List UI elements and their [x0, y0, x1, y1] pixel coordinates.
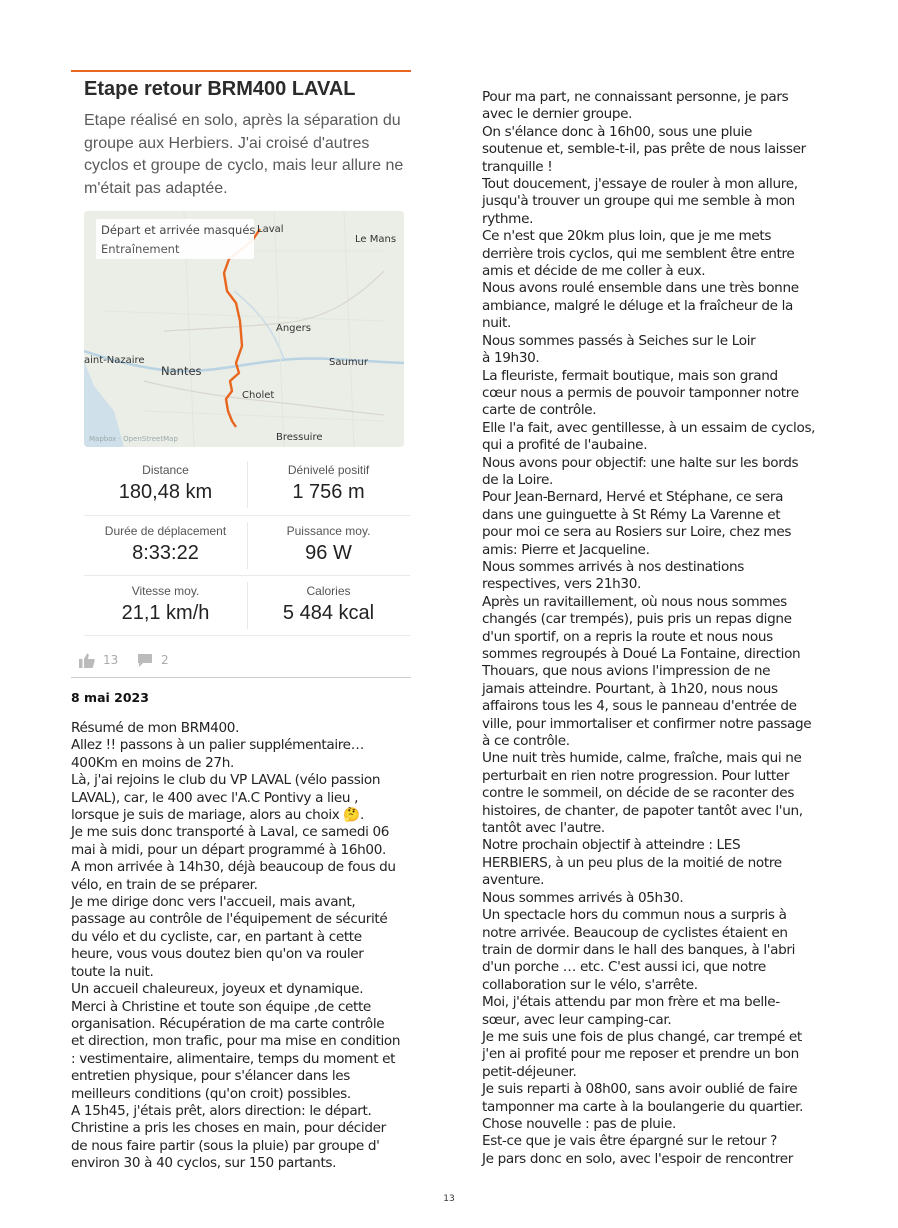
- comment-count: 2: [161, 653, 169, 667]
- badge-hidden-label: Départ et arrivée masqués: [101, 223, 256, 237]
- text-line: Je pars donc en solo, avec l'espoir de rencontrer: [482, 1150, 793, 1167]
- text-line: Je suis reparti à 08h00, sans avoir oublié de faire: [482, 1081, 798, 1098]
- text-line: de la Loire.: [482, 471, 553, 488]
- text-line: Un spectacle hors du commun nous a surpris à: [482, 907, 787, 924]
- text-line: Nous sommes arrivés à 05h30.: [482, 889, 684, 906]
- text-line: toute la nuit.: [71, 963, 154, 980]
- city-laval: Laval: [257, 224, 284, 235]
- route-map[interactable]: [84, 211, 404, 447]
- text-line: heure, vous vous doutez bien qu'on va rouler: [71, 946, 364, 963]
- stat-label: Calories: [306, 584, 351, 598]
- text-line: Pour ma part, ne connaissant personne, je pars: [482, 89, 789, 105]
- stat-avg-speed: [84, 582, 248, 629]
- text-line: train de dormir dans le hall des banques, à l'abri: [482, 941, 796, 958]
- stat-label: Puissance moy.: [286, 524, 371, 538]
- text-line: Est-ce que je vais être épargné sur le retour ?: [482, 1133, 777, 1150]
- stat-value: 21,1 km/h: [121, 602, 210, 624]
- stat-label: Vitesse moy.: [131, 584, 200, 598]
- text-line: perturbait en rien notre progression. Pour lutter: [482, 767, 790, 784]
- text-line: contre le sommeil, on décide de se raconter des: [482, 785, 795, 802]
- thumbs-up-icon: [79, 653, 95, 668]
- text-line: LAVAL), car, le 400 avec l'A.C Pontivy a lieu ,: [71, 789, 359, 806]
- stat-label: Distance: [142, 463, 189, 477]
- text-line: ville, pour immortaliser et confirmer notre passage: [482, 715, 812, 732]
- text-line: nuit.: [482, 315, 511, 332]
- text-line: Je me suis donc transporté à Laval, ce samedi 06: [71, 824, 390, 841]
- text-line: qui a profité de l'aubaine.: [482, 437, 648, 454]
- stat-avg-power: [247, 522, 410, 565]
- text-line: à ce contrôle.: [482, 733, 570, 750]
- comment-icon: [137, 653, 153, 668]
- stat-value: 180,48 km: [118, 481, 213, 503]
- text-line: Nous sommes arrivés à nos destinations: [482, 558, 744, 575]
- activity-description: Etape réalisé en solo, après la séparation du groupe aux Herbiers. J'ai croisé d'autres cyclos et groupe de cyclo, mais leur allure ne m'était pas adaptée.: [84, 112, 404, 197]
- stats-divider: [84, 635, 410, 636]
- text-line: d'un porche … etc. C'est aussi ici, que notre: [482, 959, 766, 976]
- text-line: Christine a pris les choses en main, pour décider: [71, 1120, 386, 1137]
- city-bressuire: Bressuire: [276, 432, 323, 443]
- text-line: Nous avons roulé ensemble dans une très bonne: [482, 280, 799, 297]
- text-line: amis et décide de me coller à eux.: [482, 263, 706, 280]
- text-line: tantôt avec l'autre.: [482, 820, 605, 837]
- city-angers: Angers: [276, 323, 311, 334]
- text-line: Allez !! passons à un palier supplémentaire…: [71, 737, 364, 754]
- text-line: amis: Pierre et Jacqueline.: [482, 541, 650, 558]
- activity-card: [71, 70, 411, 667]
- text-line: Un accueil chaleureux, joyeux et dynamique.: [71, 981, 364, 998]
- text-line: changés (car trempés), puis pris un repas digne: [482, 611, 792, 628]
- text-line: Merci à Christine et toute son équipe ,de cette: [71, 998, 371, 1015]
- text-line: tranquille !: [482, 158, 553, 175]
- city-saumur: Saumur: [329, 357, 369, 368]
- text-line: Résumé de mon BRM400.: [71, 720, 240, 736]
- text-line: Je me dirige donc vers l'accueil, mais avant,: [71, 894, 356, 911]
- stat-value: 96 W: [305, 542, 352, 564]
- text-line: Chose nouvelle : pas de pluie.: [482, 1115, 676, 1132]
- text-line: environ 30 à 40 cyclos, sur 150 partants.: [71, 1155, 337, 1172]
- text-line: Moi, j'étais attendu par mon frère et ma belle-: [482, 994, 780, 1011]
- text-line: organisation. Récupération de ma carte contrôle: [71, 1015, 385, 1032]
- stat-value: 5 484 kcal: [282, 602, 375, 624]
- text-line: Là, j'ai rejoins le club du VP LAVAL (vélo passion: [71, 772, 381, 789]
- text-line: sommes regroupés à Doué La Fontaine, direction: [482, 646, 801, 662]
- text-line: jusqu'à trouver un groupe qui me semble à mon: [482, 193, 795, 210]
- text-line: avec le dernier groupe.: [482, 106, 633, 123]
- text-line: Je me suis une fois de plus changé, car trempé et: [482, 1028, 802, 1045]
- kudos-button[interactable]: [79, 653, 95, 668]
- activity-title[interactable]: Etape retour BRM400 LAVAL: [84, 78, 356, 100]
- stat-distance: [84, 461, 248, 508]
- text-line: dans une guinguette à St Rémy La Varenne et: [482, 506, 781, 523]
- text-line: Elle l'a fait, avec gentillesse, à un essaim de cyclos,: [482, 419, 816, 436]
- text-line: respectives, vers 21h30.: [482, 576, 641, 593]
- text-line: lorsque je suis de mariage, alors au choix 🤔.: [71, 807, 364, 824]
- map-attribution: Mapbox · OpenStreetMap: [89, 435, 178, 443]
- text-line: rythme.: [482, 210, 534, 227]
- text-line: carte de contrôle.: [482, 402, 597, 419]
- badge-activity-type: Entraînement: [101, 242, 180, 256]
- text-line: Ce n'est que 20km plus loin, que je me mets: [482, 228, 772, 245]
- text-line: pour moi ce sera au Rosiers sur Loire, chez mes: [482, 524, 792, 541]
- text-line: cœur nous a permis de pouvoir tamponner notre: [482, 384, 799, 401]
- text-line: soutenue et, semble-t-il, pas prête de nous laisser: [482, 141, 806, 158]
- article-column-left: [71, 720, 416, 1173]
- text-line: et direction, mon trafic, pour ma mise en condition: [71, 1033, 401, 1050]
- text-line: 400Km en moins de 27h.: [71, 754, 234, 771]
- text-line: petit-déjeuner.: [482, 1063, 577, 1080]
- text-line: Après un ravitaillement, où nous nous sommes: [482, 593, 787, 610]
- text-line: affairons tous les 4, sous le panneau d'entrée de: [482, 698, 797, 715]
- card-bottom-divider: [71, 677, 411, 678]
- text-line: A 15h45, j'étais prêt, alors direction: le départ.: [71, 1102, 372, 1119]
- text-line: mai à midi, pour un départ programmé à 16h00.: [71, 841, 386, 858]
- comment-button[interactable]: [137, 653, 153, 668]
- city-saint-nazaire: aint-Nazaire: [84, 355, 145, 366]
- text-line: Thouars, que nous avions l'impression de ne: [482, 663, 771, 680]
- text-line: histoires, de chanter, de papoter tantôt avec l'un,: [482, 802, 803, 819]
- kudos-count: 13: [103, 653, 119, 667]
- text-line: Une nuit très humide, calme, fraîche, mais qui ne: [482, 750, 802, 767]
- text-line: La fleuriste, fermait boutique, mais son grand: [482, 367, 778, 384]
- text-line: tamponner ma carte à la boulangerie du quartier.: [482, 1098, 804, 1115]
- text-line: de nous faire partir (sous la pluie) par groupe d': [71, 1137, 380, 1154]
- post-date: 8 mai 2023: [71, 690, 149, 705]
- text-line: sœur, avec leur camping-car.: [482, 1011, 672, 1028]
- text-line: : vestimentaire, alimentaire, temps du moment et: [71, 1050, 396, 1067]
- text-line: du vélo et du cycliste, car, en partant à cette: [71, 928, 362, 945]
- text-line: aventure.: [482, 872, 545, 889]
- text-line: ambiance, malgré le déluge et la fraîcheur de la: [482, 297, 794, 314]
- page-number: 13: [443, 1194, 455, 1204]
- text-line: meilleurs conditions (qu'on croit) possibles.: [71, 1085, 351, 1102]
- text-line: Tout doucement, j'essaye de rouler à mon allure,: [482, 176, 798, 193]
- stat-label: Dénivelé positif: [287, 463, 370, 477]
- text-line: jamais atteindre. Pourtant, à 1h20, nous nous: [482, 680, 778, 697]
- city-le-mans: Le Mans: [355, 234, 397, 245]
- article-column-right: [482, 89, 827, 1168]
- text-line: collaboration sur le vélo, s'arrête.: [482, 976, 698, 993]
- stats-row: [84, 575, 410, 636]
- stats-row: [84, 455, 410, 515]
- text-line: Notre prochain objectif à atteindre : LES: [482, 837, 741, 854]
- text-line: passage au contrôle de l'équipement de sécurité: [71, 911, 388, 928]
- text-line: Nous sommes passés à Seiches sur le Loir: [482, 332, 756, 349]
- text-line: HERBIERS, à un peu plus de la moitié de notre: [482, 854, 782, 871]
- map-privacy-badge: [96, 219, 254, 259]
- text-line: entretien physique, pour s'élancer dans les: [71, 1068, 351, 1085]
- text-line: notre arrivée. Beaucoup de cyclistes étaient en: [482, 924, 788, 941]
- stat-calories: [247, 582, 410, 625]
- stat-elevation: [247, 461, 410, 504]
- text-line: j'en ai profité pour me reposer et prendre un bon: [482, 1046, 799, 1063]
- stats-row: [84, 515, 410, 576]
- text-line: d'un sportif, on a repris la route et nous nous: [482, 628, 773, 645]
- stat-value: 1 756 m: [292, 481, 365, 503]
- text-line: Pour Jean-Bernard, Hervé et Stéphane, ce sera: [482, 489, 784, 506]
- city-nantes: Nantes: [161, 364, 202, 378]
- text-line: A mon arrivée à 14h30, déjà beaucoup de fous du: [71, 859, 396, 876]
- text-line: derrière trois cyclos, qui me semblent être entre: [482, 245, 795, 262]
- text-line: vélo, en train de se préparer.: [71, 876, 258, 893]
- text-line: Nous avons pour objectif: une halte sur les bords: [482, 454, 799, 471]
- text-line: à 19h30.: [482, 350, 540, 367]
- text-line: On s'élance donc à 16h00, sous une pluie: [482, 123, 753, 140]
- stat-label: Durée de déplacement: [104, 524, 227, 538]
- stat-moving-time: [84, 522, 248, 569]
- city-cholet: Cholet: [242, 390, 275, 401]
- stat-value: 8:33:22: [132, 542, 199, 564]
